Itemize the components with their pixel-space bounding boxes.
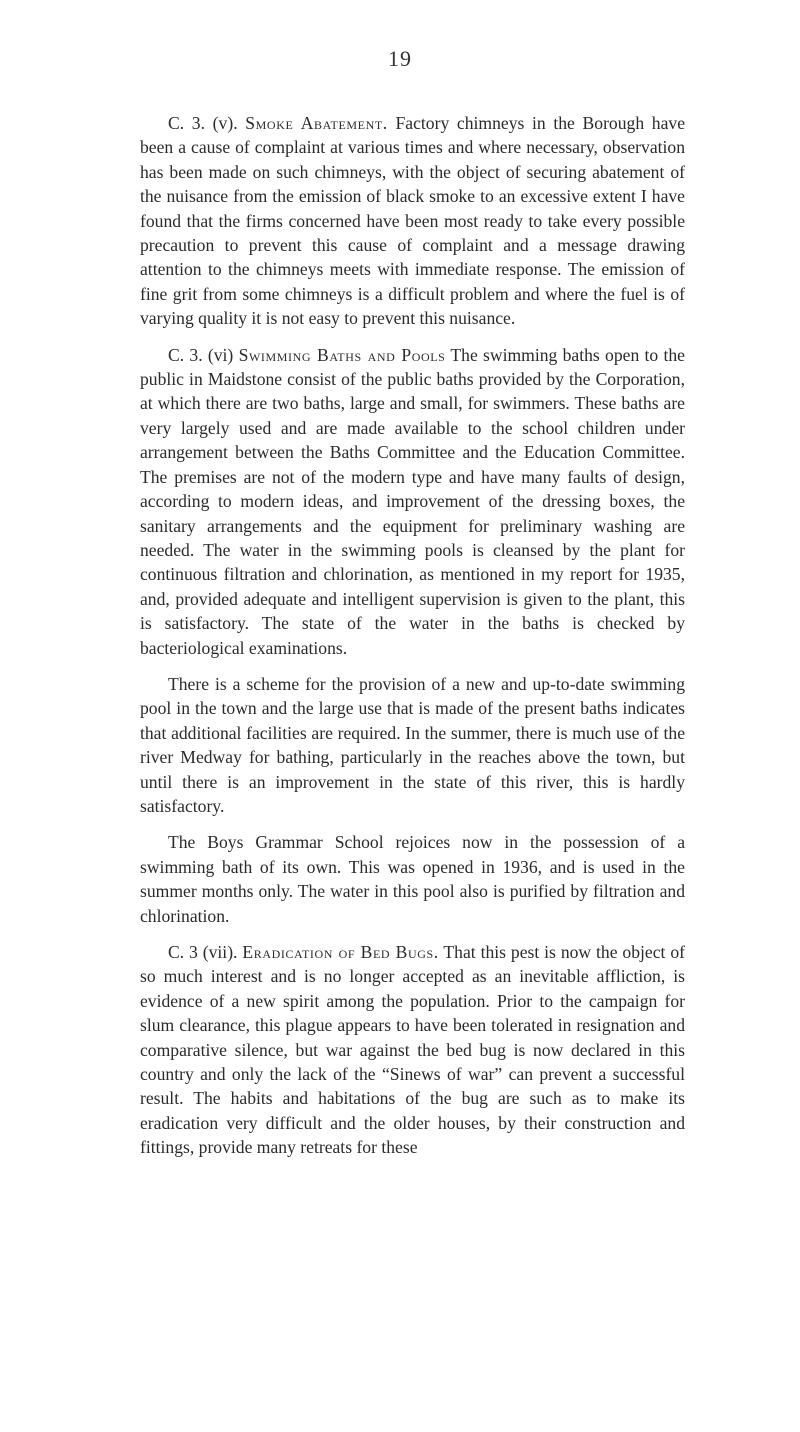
body-text	[140, 111, 685, 1160]
section-label: C. 3 (vii).	[168, 942, 238, 962]
paragraph-text: There is a scheme for the provision of a new and up-to-date swimming pool in the town and the large use that is made of the present baths indicates that additional facilities are required. In the summer, there is much use of the river Medway for bathing, particularly in the reaches above the town, but until there is an improvement in the state of this river, this is hardly satisfactory.	[140, 673, 685, 816]
section-text: Factory chimneys in the Borough have been a cause of complaint at various times and where necessary, observation has been made on such chimneys, with the object of securing abatement of the nuisance from the emission of black smoke to an excessive extent I have found that the firms concerned have been most ready to take every possible precaution to prevent this cause of complaint and a message drawing attention to the chimneys meets with immediate response. The emission of fine grit from some chimneys is a difficult problem and where the fuel is of varying quality it is not easy to prevent this nuisance.	[140, 113, 686, 329]
section-smoke-abatement	[140, 111, 685, 331]
section-heading: Swimming Baths and Pools	[238, 344, 446, 365]
section-bed-bugs	[140, 940, 685, 1160]
section-text: That this pest is now the object of so much interest and is no longer accepted as an inevitable affliction, is evidence of a new spirit among the population. Prior to the campaign for slum clearance, this plague appears to have been tolerated in resignation and comparative silence, but war against the bed bug is now declared in this country and only the lack of the “Sinews of war” can prevent a successful result. The habits and habitations of the bug are such as to make its eradication very difficult and the older houses, by their construction and fittings, provide many retreats for these	[140, 942, 685, 1158]
page-number: 19	[388, 46, 412, 71]
paragraph-grammar-school	[140, 830, 685, 928]
paragraph-new-pool	[140, 672, 685, 818]
section-label: C. 3. (v).	[168, 113, 238, 133]
section-label: C. 3. (vi)	[168, 344, 234, 365]
section-heading: Eradication of Bed Bugs.	[242, 942, 439, 962]
section-text: The swimming baths open to the public in Maidstone consist of the public baths provided by the Corporation, at which there are two baths, large and small, for swimmers. These baths are very largely used and are made available to the school children under arrangement between the Baths Committee and the Education Committee. The premises are not of the modern type and have many faults of design, according to modern ideas, and improvement of the dressing boxes, the sanitary arrangements and the equipment for preliminary washing are needed. The water in the swimming pools is cleansed by the plant for continuous filtration and chlorination, as mentioned in my report for 1935, and, provided adequate and intelligent supervision is given to the plant, this is satisfactory. The state of the water in the baths is checked by bacteriological examinations.	[140, 344, 685, 658]
section-swimming-baths	[140, 343, 685, 660]
paragraph-text: The Boys Grammar School rejoices now in the possession of a swimming bath of its own. This was opened in 1936, and is used in the summer months only. The water in this pool also is purified by filtration and chlorination.	[140, 832, 685, 926]
section-heading: Smoke Abatement.	[245, 113, 388, 133]
